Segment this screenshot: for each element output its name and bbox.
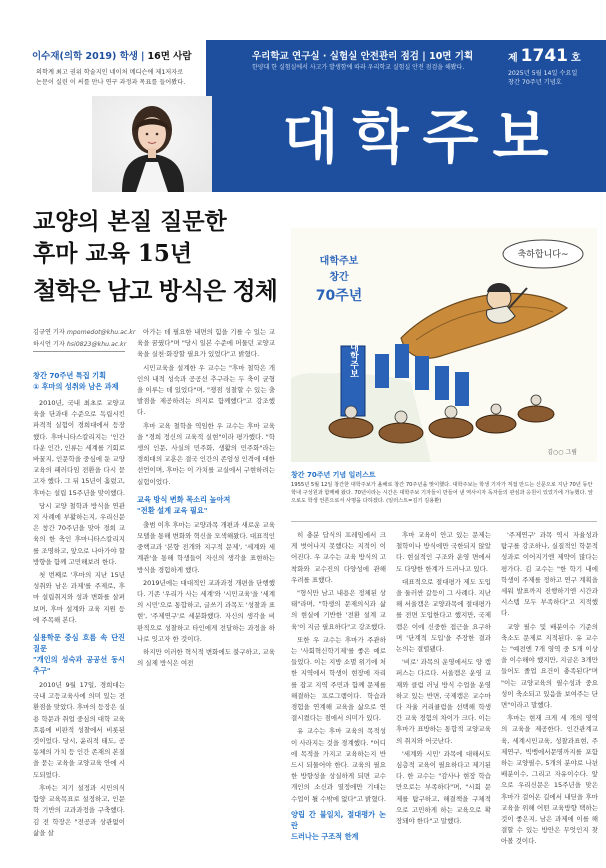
article-column-2 [137,327,275,671]
paragraph: 당시 교양 철학과 방식을 연관지 사례에 부활하는지, 우리신문은 창간 70주년을 맞아 경희 교육의 한 축인 후마니타스칼리지를 조명하고, 앞으로 나아가야 할 방향을 함께 고민해보려 한다. [33,501,125,566]
byline-name-2: 하시언 기자 [33,341,65,348]
masthead [0,0,606,192]
paragraph: '비로' 과목의 운영에서도 양 캠퍼스는 다르다. 서울캠은 운영 교재와 클럼 러닝 방식 수업을 운영하고 있는 반면, 국제캠은 교수마다 자율 커리큘럼을 선택해 학생 간 교육 경험의 차이가 크다. 이는 후마가 표방하는 통합적 교양교육의 취지와 어긋난다. [396,658,491,745]
section-title-3a: 교육 방식 변화 목소리 높아져 [137,494,231,504]
issue-anniversary: 창간 70주년 기념호 [508,79,562,86]
section-title-1b: ① 후마의 성취와 남은 과제 [33,382,119,391]
paragraph: 또한 우 교수는 후마가 주관하는 '사회혁신학기제'를 좋은 예로 들었다. 이는 지방 소멸 위기에 처한 지역에서 학생이 현장에 자리를 잡고 지역 주민과 함께 문제를 해결하는 프로그램이다. 학습과 경험을 연계해 교육을 삶으로 연결시켰다는 점에서 의미가 있다. [291,635,386,723]
left-teaser-kicker[interactable]: 이수재(의학 2019) 학생 | 16면 사람 [32,51,192,62]
paragraph: 출범 이후 후마는 교양과목 개편과 새로운 교육 모델을 통해 변화와 혁신을 모색해왔다. 대표적인 중핵교과 '본향 전개와 지구적 문제', '세계와 세계관'을 통해 학생들이 자신의 생각을 표현하는 방식을 경험하게 했다. [137,520,275,574]
issue-info [508,46,598,86]
article-column-4 [396,530,491,829]
illustration-caption-title: 창간 70주년 기념 일러스트 [291,471,376,479]
headline-line-3: 철학은 남고 방식은 정체 [33,277,277,305]
flag-text: 대학주보 [348,342,358,378]
illustration-caption-credit: (일러스트=김기 김용환) [386,498,442,504]
byline-divider [33,351,125,352]
byline-name-1: 김규연 기자 [33,329,65,336]
article-column-1 [33,370,125,841]
speech-balloon [503,240,583,268]
section-title-4a: 양립 간 불일치, 절대평가 논란 [291,809,386,830]
headline-line-1: 교양의 본질 질문한 [33,208,227,235]
paragraph: 후마는 현재 크게 세 개의 영역의 교육을 제공한다. 인간관계교육, 세계시민교육, 성찰과표현, 주제연구, 빅뱅에서문명까지를 포함하는 교양필수, 5개의 분야로 나뉜 배분이수, 그리고 자유이수다. 앞으로 우리신문은 15주년을 맞은 후마가 걸어온 길에서 내딛을 후마 교육을 위해 어떤 교육방향 택하는 것이 좋은지, 남은 과제에 이를 해결할 수 있는 방안은 무엇인지 찾아볼 것이다. [501,714,598,846]
paragraph: 히 충분 답식의 프레임에서 크게 벗어나지 못했다는 지적이 이어진다. 우 교수는 교육 방식의 고착화와 교수진의 다양성에 관해 우려를 표했다. [291,531,386,584]
paragraph: 아가는 데 필요한 내면의 힘을 기를 수 있는 교육을 꿈꿨다"며 "당시 일본 수준에 머물던 교양교육을 실천·화장할 필요가 있었다"고 밝혔다. [137,328,275,359]
paragraph: 첫 번째로 '후마의 지난 15년 성취와 남은 과제'를 주제로, 후마 설립취지와 성과 변화를 살펴보며, 후마 설계와 교육 지원 등에 주목해 본다. [33,571,125,624]
issue-prefix: 제 [508,53,518,64]
paragraph: "형식만 남고 내용은 정체된 상태"라며, "학생의 문제의식과 삶의 현실에 기반한 '전환 설계 교육'이 지금 필요하다"고 강조했다. [291,589,386,631]
paragraph: 유 교수는 후마 교육의 목적성이 사라지는 것을 경계했다. "어디에 목적을 가지고 교육하는지 반드시 되물어야 한다. 교육의 필요한 방향성을 상실하게 되면 교수 개인의 소신과 열정에만 기대는 수업이 될 수밖에 없다"고 밝혔다. [291,727,386,803]
section-title-4b: 드러나는 구조적 한계 [291,831,359,841]
mid-teaser-kicker-b: 10면 기획 [429,51,474,62]
paragraph: 시민교육을 설계한 우 교수는 "후마 철학은 개인의 내적 성숙과 공공선 추구라는 두 축이 균형을 이루는 데 있었다"며, "쟁점 성찰할 수 있는 출발점을 제공하려는 의지로 함께했다"고 강조했다. [137,363,275,417]
left-teaser-kicker-a: 이수재(의학 2019) 학생 [32,51,138,62]
byline-email-1: mpomedot@khu.ac.kr [66,329,136,336]
paragraph: 하지만 이러한 혁식적 변화에도 불구하고, 교육의 실제 방식은 여전 [137,648,275,668]
paragraph: '주제연구' 과목 역시 자율성과 탐구를 강조하나, 실질적인 학문적 성과로 이어지기엔 제약이 많다는 평가다. 김 교수는 "한 학기 내에 학생이 주제를 정하고 연구 계획을 세워 발표까지 진행하기엔 시간과 시스템 모두 부족하다"고 지적했다. [501,531,598,618]
headline-line-2: 후마 교육 15년 [33,240,193,267]
paragraph: 후마 교육이 안고 있는 문제는 철학이나 방식에만 국한되지 않았다. 현실적인 구조와 운영 면에서도 다양한 한계가 드러나고 있다. [396,531,491,573]
mid-teaser-kicker[interactable]: 우리학교 연구실 · 실험실 안전관리 점검 | 10면 기획 [252,51,474,62]
illustration-caption [291,481,597,505]
issue-date: 2025년 5월 14일 수요일 [508,70,578,77]
paragraph: '세계와 시민' 과목에 대해서도 심층적 교육이 필요하다고 제기된다. 한 교수는 "감사나 현장 학습만으로는 부족하다"며, "시회 문제를 탐구하고, 해결책을 구체적으로 고민하게 하는 교육으로 확장돼야 한다"고 말했다. [396,749,491,826]
issue-number: 1741 [520,46,568,66]
portrait-photo [92,96,212,192]
paragraph: 후마는 지기 설정과 시민의식 함양 교육목표로 설정하고, 인문학 기반의 교과과정을 구축했다. 김 전 학장은 "전공과 상관없이 삶을 살 [33,783,125,837]
article-column-5 [501,530,598,850]
badge-line-2: 창간 [329,272,349,283]
section-title-1a: 창간 70주년 특집 기획 [33,371,107,380]
paragraph: 후마 교육 철학을 역임한 우 교수는 후마 교육을 "경희 정신의 교육적 실현"이라 평가했다. "학생의 인문, 사실의 민주화, 생활의 민주화"라는 경희대의 교훈은 결국 인간의 존엄성 인격에 대한 선언이며, 후마는 이 가치를 교실에서 구현하려는 실험이었다. [137,421,275,486]
left-teaser-kicker-b: 16면 사람 [147,51,192,62]
mid-teaser-kicker-a: 우리학교 연구실 · 실험실 안전관리 점검 [252,51,419,62]
caption-divider [291,521,597,522]
section-title-3b: "전환 설계 교육 필요" [137,505,208,515]
mid-teaser-desc: 한양대 한 실험실에서 사고가 발생함에 따라 우리학교 실험실 안전 점검을 해봤다. [252,64,465,71]
section-title-2a: 실용학문 중심 흐름 속 단진 질문 [33,633,125,654]
byline-email-2: hsi0823@khu.ac.kr [66,341,127,348]
byline [33,327,135,351]
speech-text: 축하합니다~ [517,250,569,260]
article-column-3 [291,530,386,842]
badge-line-1: 대학주보 [319,256,359,267]
left-teaser-desc: 의학계 최고 권위 학술지인 네이처 메디슨에 제1저자로 논문이 실린 이 씨를 만나 연구 과정과 목표를 들어봤다. [36,69,186,86]
section-title-2b: "개인의 성숙과 공공선 동시 추구" [33,655,125,676]
paragraph: 2010년, 국내 최초로 교양교육을 단과대 수준으로 독립시킨 파격적 실험이 경희대에서 등장했다. 후마니타스칼리지는 '인간 다운 인간, 인류는 세계를 기회로 바꿀지, 인문학을 중심에 둔 교양교육의 패러다임 전환을 다시 묻고자 했다. 그 뒤 15년이 흘렀고, 후마는 설립 15주년을 맞이했다. [33,399,125,497]
illustration-signature: 김○○ 그림 [547,449,577,456]
illustration-caption-body: 1955년 5월 12일 창간한 대학주보가 올해로 창간 70주년을 맞이했다. 대학주보는 학생 기자가 직접 만드는 신문으로 지난 70년 동안 학내 구성원과 함께해 왔다. 70년이라는 시간은 대학주보 기자들이 만들어 낸 역사이자 독자들의 관심과 응원이 있었기에 가능했다. 앞으로도 학생 언론으로서 사명을 다하겠다. [291,482,593,504]
paragraph: 2019년에는 대대적인 교과과정 개편을 단행했다. 기존 '우리가 사는 세계'와 '시민교육'을 '세계의 시민'으로 통합하고, 글쓰기 과목도 '성찰과 표현', '주제연구'로 세분화했다. 자신의 생각을 비판적으로 성찰하고 타인에게 전달하는 과정을 하나로 잇고자 한 것이다. [137,578,275,643]
paragraph: 2010년 9월 17일, 경희대는 국내 고등교육사에 의미 있는 전환점을 맞았다. 후마의 등장은 실용 학문과 취업 중심의 대학 교육 흐름에 비판적 성찰에서 비롯된 것이었다. 당시, 윤리적 태도, 공동체의 가치 등 인간 존재의 본질을 묻는 교육을 교양교육 안에 시도되었다. [33,681,125,779]
paragraph: 교양 필수 및 배분이수 기준의 축소도 문제로 지적된다. 유 교수는 "예전엔 7개 영역 중 5개 이상을 이수해야 했지만, 지금은 3개만 들어도 졸업 요건이 충족된다"며 "이는 교양교육의 필수성과 중요성이 축소되고 있음을 보여주는 단면"이라고 말했다. [501,622,598,710]
newspaper-title[interactable]: 대학주보 [282,103,563,171]
anniversary-illustration [291,228,597,462]
issue-suffix: 호 [571,53,581,64]
main-headline [33,206,277,312]
badge-line-3: 70주년 [315,288,363,304]
paragraph: 대표적으로 절대평가 제도 도입을 둘러싼 갈등이 그 사례다. 지난해 서울캠은 교양과목에 절대평가를 전면 도입한다고 했지만, 국제캠은 이에 신중한 접근을 요구하며 '단계적 도입'을 주장한 결과 논의는 결렬됐다. [396,577,491,654]
